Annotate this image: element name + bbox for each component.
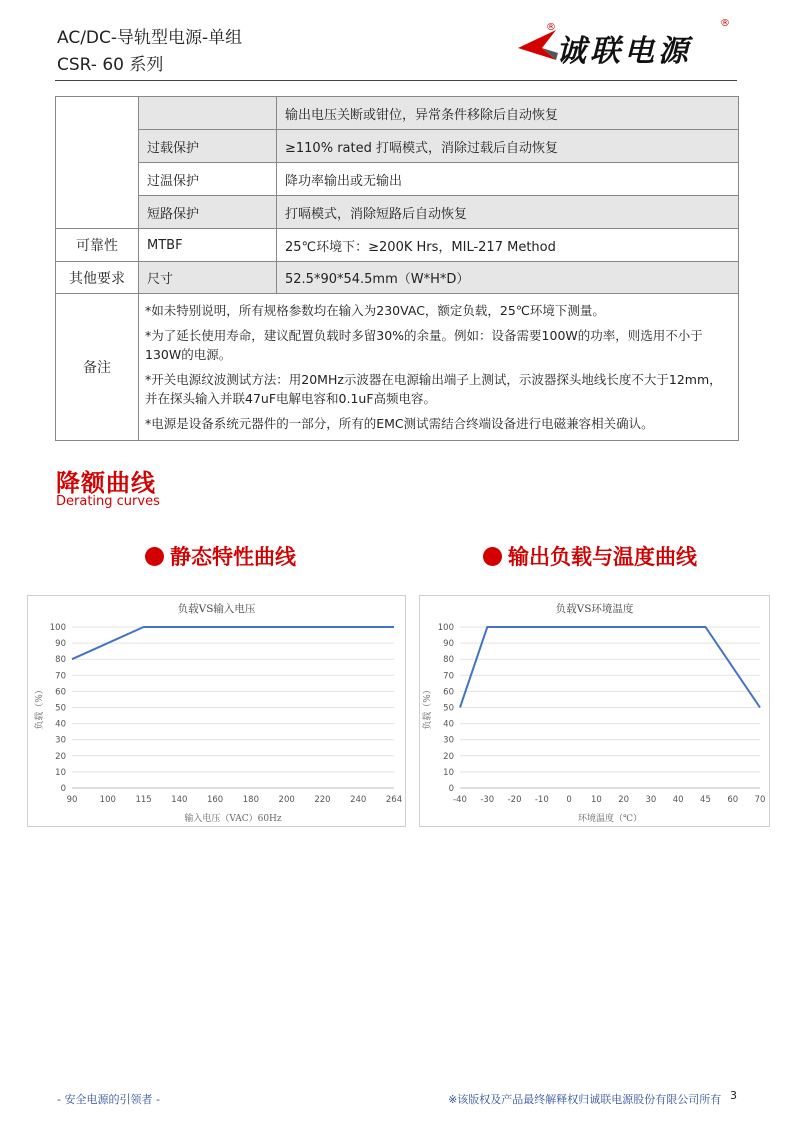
logo-reg-mark-right: ® [720,18,730,29]
x-axis-label: 输入电压（VAC）60Hz [184,814,282,824]
doc-title-line1: AC/DC-导轨型电源-单组 [57,28,243,48]
x-tick-label: 20 [618,795,630,805]
x-tick-label: -20 [507,795,522,805]
chart-svg [28,596,405,826]
table-cell-category: 备注 [56,294,139,441]
y-tick-label: 0 [60,784,66,794]
doc-title-line2: CSR- 60 系列 [57,55,164,75]
table-cell-category: 其他要求 [56,262,139,294]
x-tick-label: 264 [385,795,403,805]
table-row-notes [56,294,739,441]
y-axis-label: 负载（%） [35,685,45,730]
x-tick-label: 0 [566,795,572,805]
note-item: *如未特别说明，所有规格参数均在输入为230VAC，额定负载，25℃环境下测量。 [145,303,605,318]
y-tick-label: 50 [55,703,66,714]
y-tick-label: 70 [55,671,66,682]
table-row [56,196,739,229]
y-tick-label: 40 [443,719,454,730]
section-subtitle: Derating curves [56,494,160,509]
note-item: *为了延长使用寿命，建议配置负载时多留30%的余量。例如：设备需要100W的功率，则选用不小于130W的电源。 [145,328,703,362]
y-tick-label: 70 [443,671,454,682]
chart-heading-right [483,541,697,571]
note-item: *开关电源纹波测试方法：用20MHz示波器在电源输出端子上测试，示波器探头地线长度不大于12mm，并在探头输入并联47uF电解电容和0.1uF高频电容。 [145,372,722,406]
brand-logo [512,14,742,70]
x-tick-label: 160 [206,795,224,805]
section-title: 降额曲线 [56,469,156,497]
chart-heading-left-label: 静态特性曲线 [170,545,296,569]
y-axis-label: 负载（%） [423,685,433,730]
chart-ambient-temp [419,595,770,827]
table-row [56,97,739,130]
table-row [56,262,739,294]
bullet-dot-icon [483,547,502,566]
y-tick-label: 10 [443,767,454,778]
x-tick-label: -30 [480,795,495,805]
table-cell-value: 52.5*90*54.5mm（W*H*D） [277,262,739,294]
table-cell-label: 短路保护 [139,196,277,229]
x-tick-label: -40 [453,795,467,805]
notes-cell [139,294,739,441]
x-tick-label: 100 [99,795,116,805]
table-cell-value: 25℃环境下：≥200K Hrs，MIL-217 Method [277,229,739,262]
table-cell-protection-category [56,97,139,229]
y-tick-label: 80 [443,655,454,666]
table-cell-label: 尺寸 [139,262,277,294]
header-divider [55,80,737,81]
y-tick-label: 30 [55,735,66,746]
y-tick-label: 90 [443,639,454,650]
x-tick-label: 200 [278,795,295,805]
y-tick-label: 60 [55,687,66,698]
table-cell-label: 过载保护 [139,130,277,163]
logo-reg-mark-left: ® [546,22,556,33]
x-tick-label: 220 [314,795,331,805]
x-tick-label: 180 [242,795,260,805]
x-tick-label: 40 [672,795,684,805]
x-tick-label: 115 [135,795,152,805]
spec-table [55,96,739,441]
series-line [460,627,760,708]
chart-svg [420,596,769,826]
table-row [56,229,739,262]
bullet-dot-icon [145,547,164,566]
y-tick-label: 50 [443,703,454,714]
chart-heading-left [145,541,296,571]
x-tick-label: 70 [754,795,766,805]
chart-title: 负载VS环境温度 [555,603,634,615]
table-row [56,163,739,196]
table-cell-value: 降功率输出或无输出 [277,163,739,196]
y-tick-label: 100 [437,623,454,633]
y-tick-label: 30 [443,735,454,746]
x-tick-label: 140 [171,795,188,805]
chart-input-voltage [27,595,406,827]
table-cell-label: MTBF [139,229,277,262]
table-cell-value: 输出电压关断或钳位，异常条件移除后自动恢复 [277,97,739,130]
logo-wordmark: 诚联电源 [556,34,692,69]
y-tick-label: 10 [55,767,66,778]
y-tick-label: 90 [55,639,66,650]
x-tick-label: 60 [727,795,739,805]
table-cell-value: 打嗝模式，消除短路后自动恢复 [277,196,739,229]
table-row [56,130,739,163]
x-tick-label: -10 [534,795,549,805]
y-tick-label: 100 [49,623,66,633]
table-cell-value: ≥110% rated 打嗝模式，消除过载后自动恢复 [277,130,739,163]
footer-copyright: ※该版权及产品最终解释权归诚联电源股份有限公司所有 [448,1093,722,1106]
y-tick-label: 60 [443,687,454,698]
x-tick-label: 240 [350,795,367,805]
footer-slogan: - 安全电源的引领者 - [57,1093,160,1106]
y-tick-label: 20 [443,751,454,762]
chart-heading-right-label: 输出负载与温度曲线 [508,545,697,569]
note-item: *电源是设备系统元器件的一部分，所有的EMC测试需结合终端设备进行电磁兼容相关确认。 [145,416,654,431]
y-tick-label: 40 [55,719,66,730]
y-tick-label: 0 [448,784,454,794]
y-tick-label: 80 [55,655,66,666]
table-cell-label: 过温保护 [139,163,277,196]
x-tick-label: 45 [700,795,711,805]
chart-title: 负载VS输入电压 [177,603,256,615]
table-cell-category: 可靠性 [56,229,139,262]
x-tick-label: 10 [590,795,602,805]
page-number: 3 [730,1089,737,1102]
x-tick-label: 30 [645,795,657,805]
y-tick-label: 20 [55,751,66,762]
table-cell-label [139,97,277,130]
x-axis-label: 环境温度（℃） [577,814,643,824]
x-tick-label: 90 [66,795,78,805]
